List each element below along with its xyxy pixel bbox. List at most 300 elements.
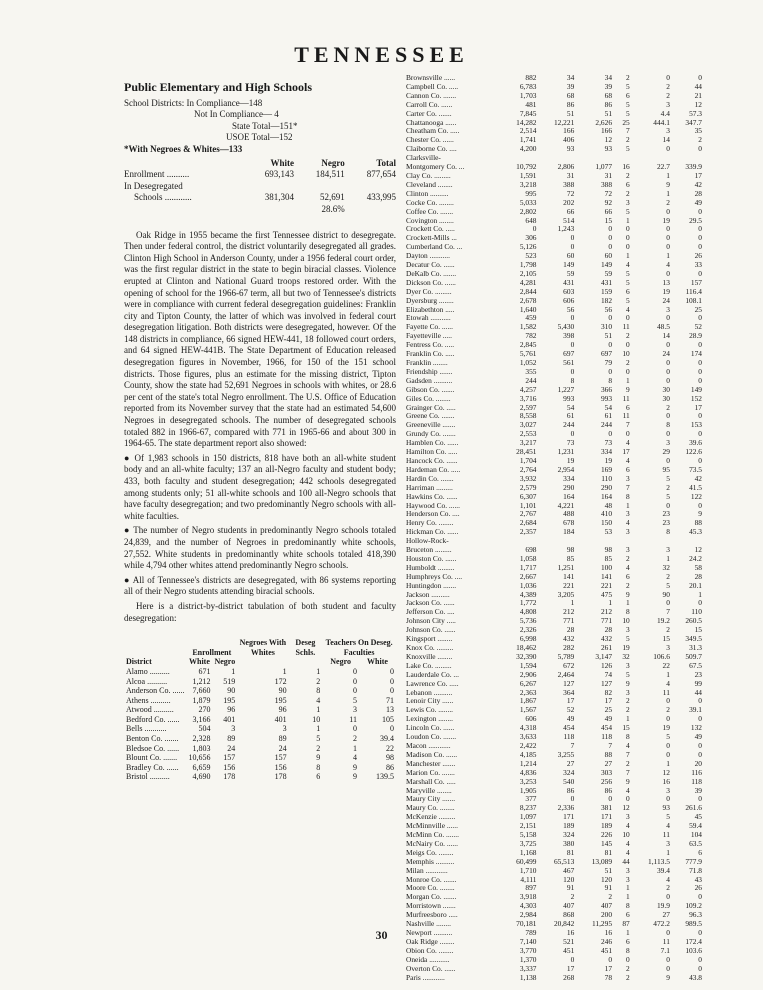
table-cell: 9	[626, 678, 630, 688]
table-cell: 4	[316, 695, 321, 705]
table-cell: 6	[316, 772, 321, 782]
table-cell: 0	[608, 340, 613, 350]
table-cell: 2	[626, 135, 630, 145]
table-cell: 73.5	[689, 464, 702, 474]
table-cell: 290	[600, 482, 613, 492]
district-name: Lexington ........	[406, 714, 454, 724]
district-name: Lebanon ..........	[406, 687, 453, 697]
table-cell: 60	[566, 251, 575, 261]
table-cell: 1	[698, 589, 702, 599]
table-cell: 25	[622, 117, 630, 127]
table-cell: 0	[666, 429, 670, 439]
district-name: Franklin Co. .....	[406, 349, 455, 359]
table-cell: 19.9	[656, 901, 670, 911]
table-cell: 1	[282, 666, 287, 676]
table-cell: 4,185	[519, 749, 537, 759]
table-cell: 48.5	[656, 322, 670, 332]
table-cell: 59	[566, 268, 575, 278]
table-cell: 514	[563, 215, 575, 225]
table-cell: 53	[604, 527, 613, 537]
table-cell: 0	[698, 242, 702, 252]
district-name: Elizabethton .....	[406, 304, 455, 314]
table-cell: 166	[600, 126, 613, 136]
table-cell: 178	[274, 772, 287, 782]
district-name: Jackson Co. ......	[406, 598, 455, 608]
table-cell: 48	[604, 500, 613, 510]
table-cell: 0	[570, 340, 575, 350]
table-cell: 118	[691, 776, 702, 786]
table-cell: 2	[666, 482, 670, 492]
table-cell: 0	[353, 724, 357, 734]
table-cell: 521	[563, 936, 575, 946]
table-cell: 12	[622, 803, 630, 813]
table-cell: 24	[662, 349, 670, 359]
table-cell: 24.2	[689, 553, 702, 563]
table-cell: 35	[694, 126, 702, 136]
table-cell: 120	[563, 874, 575, 884]
table-cell: 4	[666, 874, 670, 884]
table-cell: 6	[698, 847, 702, 857]
deseg-schls-header: Deseg Schls.	[295, 638, 316, 657]
table-cell: 260.5	[685, 616, 702, 626]
table-cell: 1	[626, 928, 630, 937]
table-cell: 0	[666, 366, 670, 376]
table-cell: 20	[694, 758, 702, 768]
district-name: Clinton ..........	[406, 188, 449, 198]
table-cell: 153	[690, 420, 702, 430]
table-cell: 0	[666, 144, 670, 154]
table-cell: 0	[353, 666, 357, 676]
district-name: Montgomery Co. ...	[406, 162, 465, 172]
table-cell: 407	[600, 901, 613, 911]
table-cell: 0	[666, 794, 670, 804]
table-cell: 23	[662, 509, 670, 519]
table-cell: 73	[604, 438, 613, 448]
table-cell: 21	[694, 90, 702, 100]
table-cell: 19	[662, 723, 670, 733]
table-cell: 5,430	[557, 322, 575, 332]
table-row	[404, 350, 704, 359]
table-cell: 22	[662, 660, 670, 670]
table-cell: 5	[316, 734, 321, 744]
table-cell: 152	[690, 393, 702, 403]
table-cell: 4	[626, 740, 630, 750]
table-cell: 1,243	[557, 224, 575, 234]
district-name: Bristol ..........	[126, 772, 170, 782]
table-cell: 398	[563, 331, 575, 341]
compliance-summary	[124, 98, 396, 156]
table-cell: 226	[600, 830, 613, 840]
district-name: Bells ...........	[126, 724, 167, 734]
table-cell: 78	[604, 972, 613, 982]
table-cell: 3	[626, 660, 630, 670]
table-cell: 116.4	[685, 286, 702, 296]
table-cell: 12	[604, 135, 613, 145]
table-cell: 156	[223, 762, 236, 772]
table-cell: 8	[316, 686, 321, 696]
table-cell: 432	[600, 634, 613, 644]
table-cell: 26	[694, 883, 702, 893]
table-cell: 2	[626, 553, 630, 563]
table-cell: 431	[563, 277, 575, 287]
table-cell: 7	[626, 420, 630, 430]
table-cell: 95	[662, 464, 670, 474]
table-cell: 0	[608, 366, 613, 376]
table-cell: 2	[316, 743, 321, 753]
table-cell: 410	[600, 509, 613, 519]
table-cell: 10	[622, 616, 630, 626]
district-name: Paris ............	[406, 972, 445, 982]
table-cell: 3,725	[519, 838, 537, 848]
table-cell: 31.3	[689, 643, 702, 652]
table-cell: 2	[626, 580, 630, 590]
table-cell: 2,806	[557, 162, 575, 172]
table-cell: 0	[666, 749, 670, 759]
table-cell: 6	[626, 571, 630, 581]
table-cell: 1,640	[519, 304, 537, 314]
table-cell: 110	[601, 473, 613, 483]
table-cell: 380	[563, 838, 575, 848]
table-cell: 3,770	[519, 945, 537, 955]
district-name: Bruceton .........	[406, 545, 452, 555]
district-name: Chester Co. ......	[406, 135, 454, 145]
table-cell: 4	[626, 260, 630, 270]
table-cell: 172	[274, 676, 287, 686]
table-cell: 1	[570, 598, 575, 608]
table-cell: 96.3	[689, 910, 702, 920]
district-name: Marion Co. .......	[406, 767, 455, 777]
table-cell: 0	[698, 963, 702, 973]
table-cell: 5,126	[519, 242, 537, 252]
table-cell: 364	[563, 687, 575, 697]
table-cell: 1,879	[192, 695, 211, 705]
table-cell: 1	[666, 847, 670, 857]
table-cell: 3,932	[519, 473, 537, 483]
table-cell: 6	[626, 90, 630, 100]
table-cell: 244	[563, 420, 575, 430]
district-name: Hickman Co. ......	[406, 527, 459, 537]
table-cell: 444.1	[653, 117, 670, 127]
table-cell: 1	[353, 743, 357, 753]
table-cell: 88	[694, 518, 702, 528]
table-cell: 5	[666, 812, 670, 822]
table-cell: 6,307	[519, 491, 537, 501]
table-cell: 45.3	[689, 527, 702, 537]
table-cell: 3,027	[519, 420, 537, 430]
table-cell: 6	[626, 936, 630, 946]
column-header	[124, 158, 243, 170]
table-cell: 672	[563, 660, 575, 670]
table-cell: 4,808	[519, 607, 537, 617]
table-cell: 51	[604, 108, 613, 118]
table-cell: 32	[662, 562, 670, 572]
table-cell: 995	[525, 188, 537, 198]
table-cell: 509.7	[685, 651, 702, 661]
table-cell: 2	[626, 963, 630, 973]
district-name: Humphreys Co. ....	[406, 571, 463, 581]
table-cell: 2	[626, 705, 630, 715]
table-cell: 388	[563, 179, 575, 189]
table-cell: 451	[563, 945, 575, 955]
summary-line: State Total—151*	[232, 120, 298, 131]
district-name: Oneida ...........	[406, 954, 450, 964]
table-cell: 116	[691, 767, 702, 777]
left-column	[124, 82, 396, 782]
table-cell: 72	[566, 188, 575, 198]
table-cell: 0	[698, 954, 702, 964]
table-cell: 32,390	[516, 651, 537, 661]
district-name: Morristown .......	[406, 901, 456, 911]
table-cell: 0	[608, 233, 613, 243]
table-cell: 334	[600, 447, 613, 457]
table-cell: 377	[525, 794, 537, 804]
table-cell: 0	[626, 233, 630, 243]
table-cell: 17	[694, 170, 702, 180]
table-cell: 212	[600, 607, 613, 617]
table-cell: 149	[563, 260, 575, 270]
table-cell: 0	[666, 696, 670, 706]
table-cell: 2,684	[519, 518, 537, 528]
table-cell: 0	[608, 429, 613, 439]
table-cell: 132	[690, 723, 702, 733]
table-cell: 2,464	[557, 669, 575, 679]
table-cell: 1,905	[519, 785, 537, 795]
table-cell: 5	[626, 108, 630, 118]
district-name: Fayetteville .....	[406, 331, 452, 341]
table-cell: 66	[566, 206, 575, 216]
table-row	[124, 715, 396, 725]
district-name: Anderson Co. ......	[126, 686, 185, 696]
district-name: Houston Co. ......	[406, 553, 457, 563]
table-cell: 109.2	[685, 901, 702, 911]
table-cell: 2	[666, 705, 670, 715]
table-cell: 472.2	[653, 919, 670, 929]
table-cell: 30	[662, 393, 670, 403]
table-cell: 157	[274, 753, 287, 763]
table-cell: 12,221	[553, 117, 575, 127]
table-cell: 85	[566, 553, 575, 563]
table-cell: 6	[626, 286, 630, 296]
table-row	[124, 667, 396, 677]
district-name: Harriman .........	[406, 482, 453, 492]
table-cell: 7	[608, 740, 613, 750]
district-name: Milan ............	[406, 865, 448, 875]
paragraph: Here is a district-by-district tabulation of both student and faculty desegregation:	[124, 600, 396, 623]
table-cell: 202	[563, 197, 575, 207]
table-cell: 118	[563, 732, 575, 742]
table-cell: 51	[604, 331, 613, 341]
table-row	[124, 181, 396, 193]
table-cell: 149	[600, 260, 613, 270]
table-cell: 23	[694, 669, 702, 679]
table-cell: 0	[698, 794, 702, 804]
table-cell: 0	[666, 375, 670, 385]
table-cell: 70,181	[516, 919, 537, 929]
table-cell: 182	[600, 295, 613, 305]
district-name: Memphis ..........	[406, 856, 455, 866]
table-row	[124, 204, 396, 216]
table-cell: 17	[604, 696, 613, 706]
table-cell: 39.6	[689, 438, 702, 448]
table-cell: 34	[566, 73, 575, 82]
table-cell: 1,097	[519, 812, 537, 822]
table-cell: 4,257	[519, 384, 537, 394]
table-cell: 195	[274, 695, 287, 705]
table-cell: 56	[604, 304, 613, 314]
district-name: Grainger Co. .....	[406, 402, 456, 412]
table-cell: 14	[662, 331, 670, 341]
table-cell: 149	[690, 384, 702, 394]
district-name: Dyersburg ........	[406, 295, 454, 305]
district-name: Dickson Co. ......	[406, 277, 456, 287]
table-cell: 0	[698, 206, 702, 216]
table-row	[124, 192, 396, 204]
table-cell: 0	[353, 686, 357, 696]
table-cell: 6,998	[519, 634, 537, 644]
table-cell: 3	[626, 625, 630, 635]
table-cell: 366	[600, 384, 613, 394]
table-cell: 2,906	[519, 669, 537, 679]
table-cell: 3	[666, 643, 670, 652]
table-cell: 20,842	[553, 919, 575, 929]
table-cell: 2,336	[557, 803, 575, 813]
table-cell: 39.4	[380, 734, 394, 744]
table-cell: 2,579	[519, 482, 537, 492]
district-name: McKenzie .........	[406, 812, 456, 822]
district-name: Bradley Co. ......	[126, 762, 179, 772]
page-title: TENNESSEE	[294, 42, 469, 67]
teachers-header: Teachers On Deseg. Faculties	[325, 638, 393, 657]
table-cell: 467	[563, 865, 575, 875]
district-name: Blount Co. .......	[126, 753, 178, 763]
table-cell: 0	[666, 73, 670, 82]
table-cell: 2,105	[519, 268, 537, 278]
table-cell: 25	[694, 304, 702, 314]
table-cell: 0	[626, 340, 630, 350]
table-cell: 1	[666, 553, 670, 563]
table-cell: 5	[626, 81, 630, 91]
table-cell: 189	[563, 821, 575, 831]
table-cell: 11	[622, 393, 630, 403]
table-cell: 2	[316, 676, 321, 686]
district-name: Greene Co. .......	[406, 411, 455, 421]
summary-line: School Districts: In Compliance—148	[124, 97, 263, 108]
table-cell: 0	[698, 696, 702, 706]
narrative	[124, 230, 396, 625]
table-cell: 1,231	[557, 447, 575, 457]
table-cell: 28	[694, 188, 702, 198]
table-cell: 1	[626, 215, 630, 225]
district-name: Brownsville ......	[406, 73, 456, 82]
table-cell: 28	[604, 625, 613, 635]
table-row	[124, 753, 396, 763]
table-cell: 2	[570, 892, 575, 902]
table-cell: 0	[666, 598, 670, 608]
table-cell: 0	[666, 963, 670, 973]
table-cell: 8	[626, 901, 630, 911]
table-cell: 1	[316, 666, 321, 676]
summary-line: USOE Total—152	[226, 132, 293, 143]
table-cell: 24	[227, 743, 236, 753]
district-name: Johnson Co. ......	[406, 625, 456, 635]
table-cell: 39.4	[656, 865, 670, 875]
table-cell: 1	[316, 724, 321, 734]
table-cell: 268	[563, 972, 575, 982]
table-cell: 777.9	[685, 856, 702, 866]
table-cell: 49	[566, 714, 575, 724]
table-cell: 0	[698, 268, 702, 278]
table-cell: 270	[198, 705, 211, 715]
table-cell: 3,218	[519, 179, 537, 189]
table-cell: 4	[626, 455, 630, 465]
table-cell: 8	[666, 420, 670, 430]
table-cell: 1,798	[519, 260, 537, 270]
district-name: Maryville ........	[406, 785, 452, 795]
table-cell: 90	[227, 686, 236, 696]
district-name: Nashville ........	[406, 919, 451, 929]
table-cell: 678	[563, 518, 575, 528]
district-name: Huntingdon .......	[406, 580, 457, 590]
table-cell: 0	[698, 144, 702, 154]
table-cell: 17	[604, 963, 613, 973]
table-cell: 4	[626, 438, 630, 448]
table-row	[124, 705, 396, 715]
district-name: Lake Co. .........	[406, 660, 452, 670]
table-cell: 993	[600, 393, 613, 403]
district-name: Dyer Co. .........	[406, 286, 452, 296]
table-cell: 39	[566, 81, 575, 91]
table-cell: 2,151	[519, 821, 537, 831]
district-name: McMinn Co. .......	[406, 830, 459, 840]
table-cell: 39	[604, 81, 613, 91]
table-cell: 0	[698, 313, 702, 323]
table-row	[404, 528, 704, 537]
table-cell: 8,237	[519, 803, 537, 813]
table-cell: 42	[694, 473, 702, 483]
paragraph: Oak Ridge in 1955 became the first Tennessee district to desegregate. Then under federal control, the district voluntarily desegregated all grades. Clinton High School in Anderson County, under a 1956 federal court order, was the first regular district in the state to begin biracial classes. Violence erupted at Clinton and National Guard troops restored order. With the opening of school for the 1966-67 term, all but two of Tennessee's districts were in compliance with current federal desegregation guidelines: Franklin city and Tipton County, the latter of which was involved in federal court desegregation litigation. Both districts were desegregated, however. Of the 148 districts in compliance, 66 signed HEW-441, 18 followed court orders, and 64 signed HEW-441B. The State Department of Education released desegregation figures in November, 1966, for 150 of the 151 school districts. Those figures, plus an estimate for the missing district, Tipton County, show the state had 52,691 Negroes in schools with whites, or 28.6 per cent of the state's total Negro enrollment. The U.S. Office of Education reported from its November survey that the state had an estimated 54,600 Negroes in desegregated schools. The number of desegregated schools totaled 882 in 1966-67, compared with 771 in 1965-66 and about 300 in 1964-65. The state department report also showed:	[124, 229, 396, 449]
table-row	[124, 677, 396, 687]
table-cell: 0	[698, 749, 702, 759]
table-cell: 4	[666, 260, 670, 270]
table-cell: 71.8	[689, 865, 702, 875]
table-cell: 54	[604, 402, 613, 412]
table-cell: 189	[600, 821, 613, 831]
table-cell: 7	[570, 740, 575, 750]
table-cell: 1,803	[192, 743, 211, 753]
table-cell: 63.5	[689, 838, 702, 848]
table-cell: 868	[563, 910, 575, 920]
table-cell: 0	[570, 242, 575, 252]
table-cell: 11	[349, 714, 357, 724]
negroes-with-whites-header: Negroes With Whites	[239, 638, 287, 657]
table-cell: 74	[604, 669, 613, 679]
district-name: Claiborne Co. ....	[406, 144, 457, 154]
district-name: Manchester .......	[406, 758, 456, 768]
table-cell: 39	[694, 785, 702, 795]
table-cell: 49	[694, 197, 702, 207]
table-cell: 0	[666, 500, 670, 510]
table-cell: 96	[227, 705, 236, 715]
table-cell: 2	[626, 358, 630, 367]
district-name: Lawrence Co. .....	[406, 678, 459, 688]
district-name: Benton Co. .......	[126, 734, 179, 744]
table-cell: 110	[691, 607, 702, 617]
table-cell: 7	[626, 482, 630, 492]
table-cell: 5	[666, 491, 670, 501]
table-cell: 1,710	[519, 865, 537, 875]
table-cell: 157	[690, 277, 702, 287]
table-cell: 3	[626, 874, 630, 884]
